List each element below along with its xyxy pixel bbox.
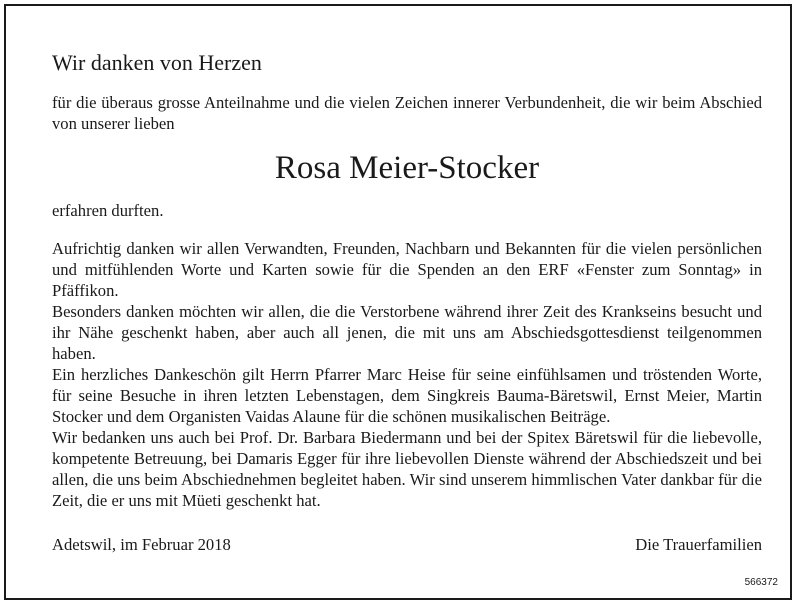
after-name-text: erfahren durften. (52, 201, 164, 220)
notice-frame (4, 4, 792, 600)
signature: Die Trauerfamilien (635, 535, 762, 554)
paragraph-thanks-pastor: Ein herzliches Dankeschön gilt Herrn Pfarrer Marc Heise für seine einfühlsamen und tröstenden Worte, für seine Besuche in ihren letzten Lebenstagen, dem Singkreis Bauma-Bäretswil, Ernst Meier, Martin Stocker und dem Organisten Vaidas Alaune für die schönen musikalischen Beiträge. (52, 365, 762, 426)
deceased-name: Rosa Meier-Stocker (274, 150, 540, 186)
notice-footer (52, 534, 762, 555)
reference-number: 566372 (744, 577, 778, 588)
intro-text: für die überaus grosse Anteilnahme und die vielen Zeichen innerer Verbundenheit, die wir beim Abschied von unserer lieben (52, 93, 762, 133)
notice-heading: Wir danken von Herzen (52, 50, 262, 75)
paragraph-thanks-relatives: Aufrichtig danken wir allen Verwandten, Freunden, Nachbarn und Bekannten für die vielen persönlichen und mitfühlenden Worte und Karten sowie für die Spenden an den ERF «Fenster zum Sonntag» in Pfäffikon. (52, 239, 762, 300)
notice-content (52, 48, 762, 555)
place-date: Adetswil, im Februar 2018 (52, 535, 231, 554)
paragraph-thanks-visitors: Besonders danken möchten wir allen, die die Verstorbene während ihrer Zeit des Krankseins besucht und ihr Nähe geschenkt haben, aber auch all jenen, die mit uns am Abschiedsgottesdienst teilgenommen haben. (52, 302, 762, 363)
paragraph-thanks-care: Wir bedanken uns auch bei Prof. Dr. Barbara Biedermann und bei der Spitex Bäretswil für die liebevolle, kompetente Betreuung, bei Damaris Egger für ihre liebevollen Dienste während der Abschiedszeit und bei allen, die uns beim Abschiednehmen begleitet haben. Wir sind unserem himmlischen Vater dankbar für die Zeit, die er uns mit Müeti geschenkt hat. (52, 428, 762, 510)
